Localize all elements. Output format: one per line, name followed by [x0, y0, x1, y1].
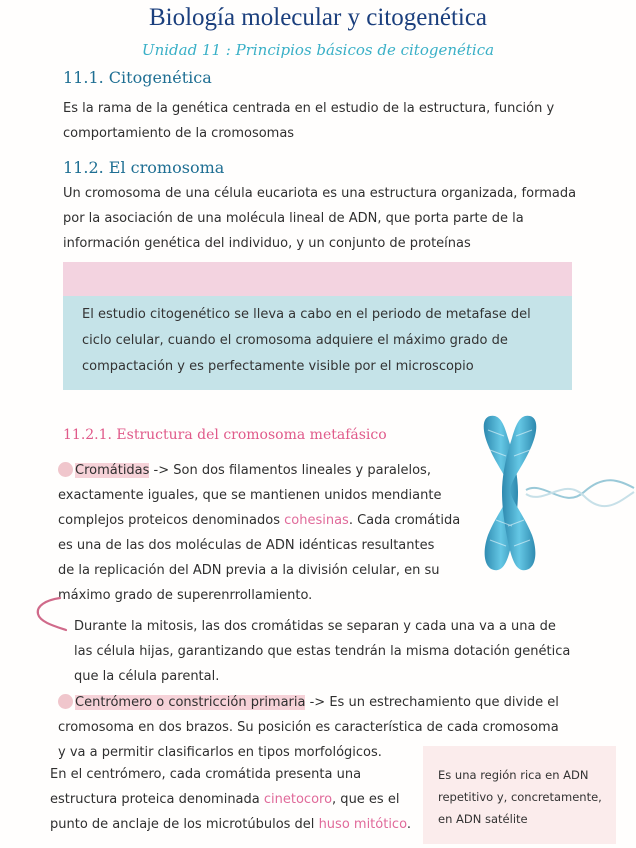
bullet-dot — [58, 462, 73, 477]
bullet-dot — [58, 694, 73, 709]
text-line: de la replicación del ADN previa a la división celular, en su — [58, 563, 440, 578]
page-title: Biología molecular y citogenética — [148, 4, 488, 31]
note-line: repetitivo y, concretamente, — [438, 790, 602, 804]
callout-text — [82, 302, 562, 380]
text-line: En el centrómero, cada cromátida presenta una — [50, 767, 362, 782]
text-fragment: estructura proteica denominada — [50, 792, 264, 807]
text-line: Un cromosoma de una célula eucariota es una estructura organizada, formada — [63, 186, 577, 201]
text-fragment: . Cada cromátida — [348, 513, 461, 528]
text-fragment: , que es el — [332, 792, 400, 807]
term-huso-mitotico: huso mitótico — [318, 817, 407, 832]
text-line: exactamente iguales, que se mantienen unidos mendiante — [58, 488, 442, 503]
text-line: cromosoma en dos brazos. Su posición es característica de cada cromosoma — [58, 720, 559, 735]
callout-line: El estudio citogenético se lleva a cabo en el periodo de metafase del — [82, 307, 531, 322]
text-line: que la célula parental. — [74, 669, 220, 684]
text-line: las célula hijas, garantizando que estas tendrán la misma dotación genética — [74, 644, 571, 659]
text-line: máximo grado de superenrrollamiento. — [58, 588, 313, 603]
text-line: Durante la mitosis, las dos cromátidas se separan y cada una va a una de — [74, 619, 556, 634]
text-line: información genética del individuo, y un conjunto de proteínas — [63, 236, 471, 251]
note-line: Es una región rica en ADN — [438, 768, 589, 782]
term-cinetocoro: cinetocoro — [263, 792, 333, 807]
text-line — [50, 787, 420, 812]
paragraph-citogenetica — [63, 96, 623, 146]
text-line — [58, 690, 628, 715]
side-note-text — [438, 764, 613, 830]
text-fragment: complejos proteicos denominados — [58, 513, 285, 528]
text-line — [58, 458, 478, 483]
paragraph-cromatidas — [58, 458, 478, 608]
term-cohesinas: cohesinas — [284, 513, 349, 528]
callout-line: compactación y es perfectamente visible por el microscopio — [82, 359, 474, 374]
text-fragment: . — [406, 817, 411, 832]
text-fragment: punto de anclaje de los microtúbulos del — [50, 817, 319, 832]
text-line — [50, 812, 420, 837]
paragraph-cinetocoro — [50, 762, 420, 837]
term-centromero: Centrómero o constricción primaria — [75, 695, 306, 710]
dna-strand — [526, 489, 634, 506]
bracket-mark — [28, 590, 68, 640]
heading-cromosoma: 11.2. El cromosoma — [63, 158, 225, 177]
text-line: es una de las dos moléculas de ADN idénticas resultantes — [58, 538, 435, 553]
text-line: por la asociación de una molécula lineal de ADN, que porta parte de la — [63, 211, 524, 226]
heading-estructura: 11.2.1. Estructura del cromosoma metafásico — [63, 427, 387, 443]
text-fragment: -> Son dos filamentos lineales y paralelos, — [149, 463, 431, 478]
paragraph-mitosis — [74, 614, 624, 689]
chromosome-icon — [474, 410, 636, 575]
paragraph-cromosoma — [63, 181, 628, 256]
text-line: comportamiento de la cromosomas — [63, 126, 295, 141]
callout-header-band — [63, 262, 572, 296]
text-fragment: -> Es un estrechamiento que divide el — [305, 695, 559, 710]
text-line: Es la rama de la genética centrada en el estudio de la estructura, función y — [63, 101, 555, 116]
text-line — [58, 508, 478, 533]
text-line: y va a permitir clasificarlos en tipos morfológicos. — [58, 745, 382, 760]
term-cromatidas: Cromátidas — [75, 463, 150, 478]
note-line: en ADN satélite — [438, 812, 528, 826]
callout-line: ciclo celular, cuando el cromosoma adquiere el máximo grado de — [82, 333, 508, 348]
unit-subtitle: Unidad 11 : Principios básicos de citogenética — [141, 41, 495, 59]
heading-citogenetica: 11.1. Citogenética — [63, 68, 212, 87]
